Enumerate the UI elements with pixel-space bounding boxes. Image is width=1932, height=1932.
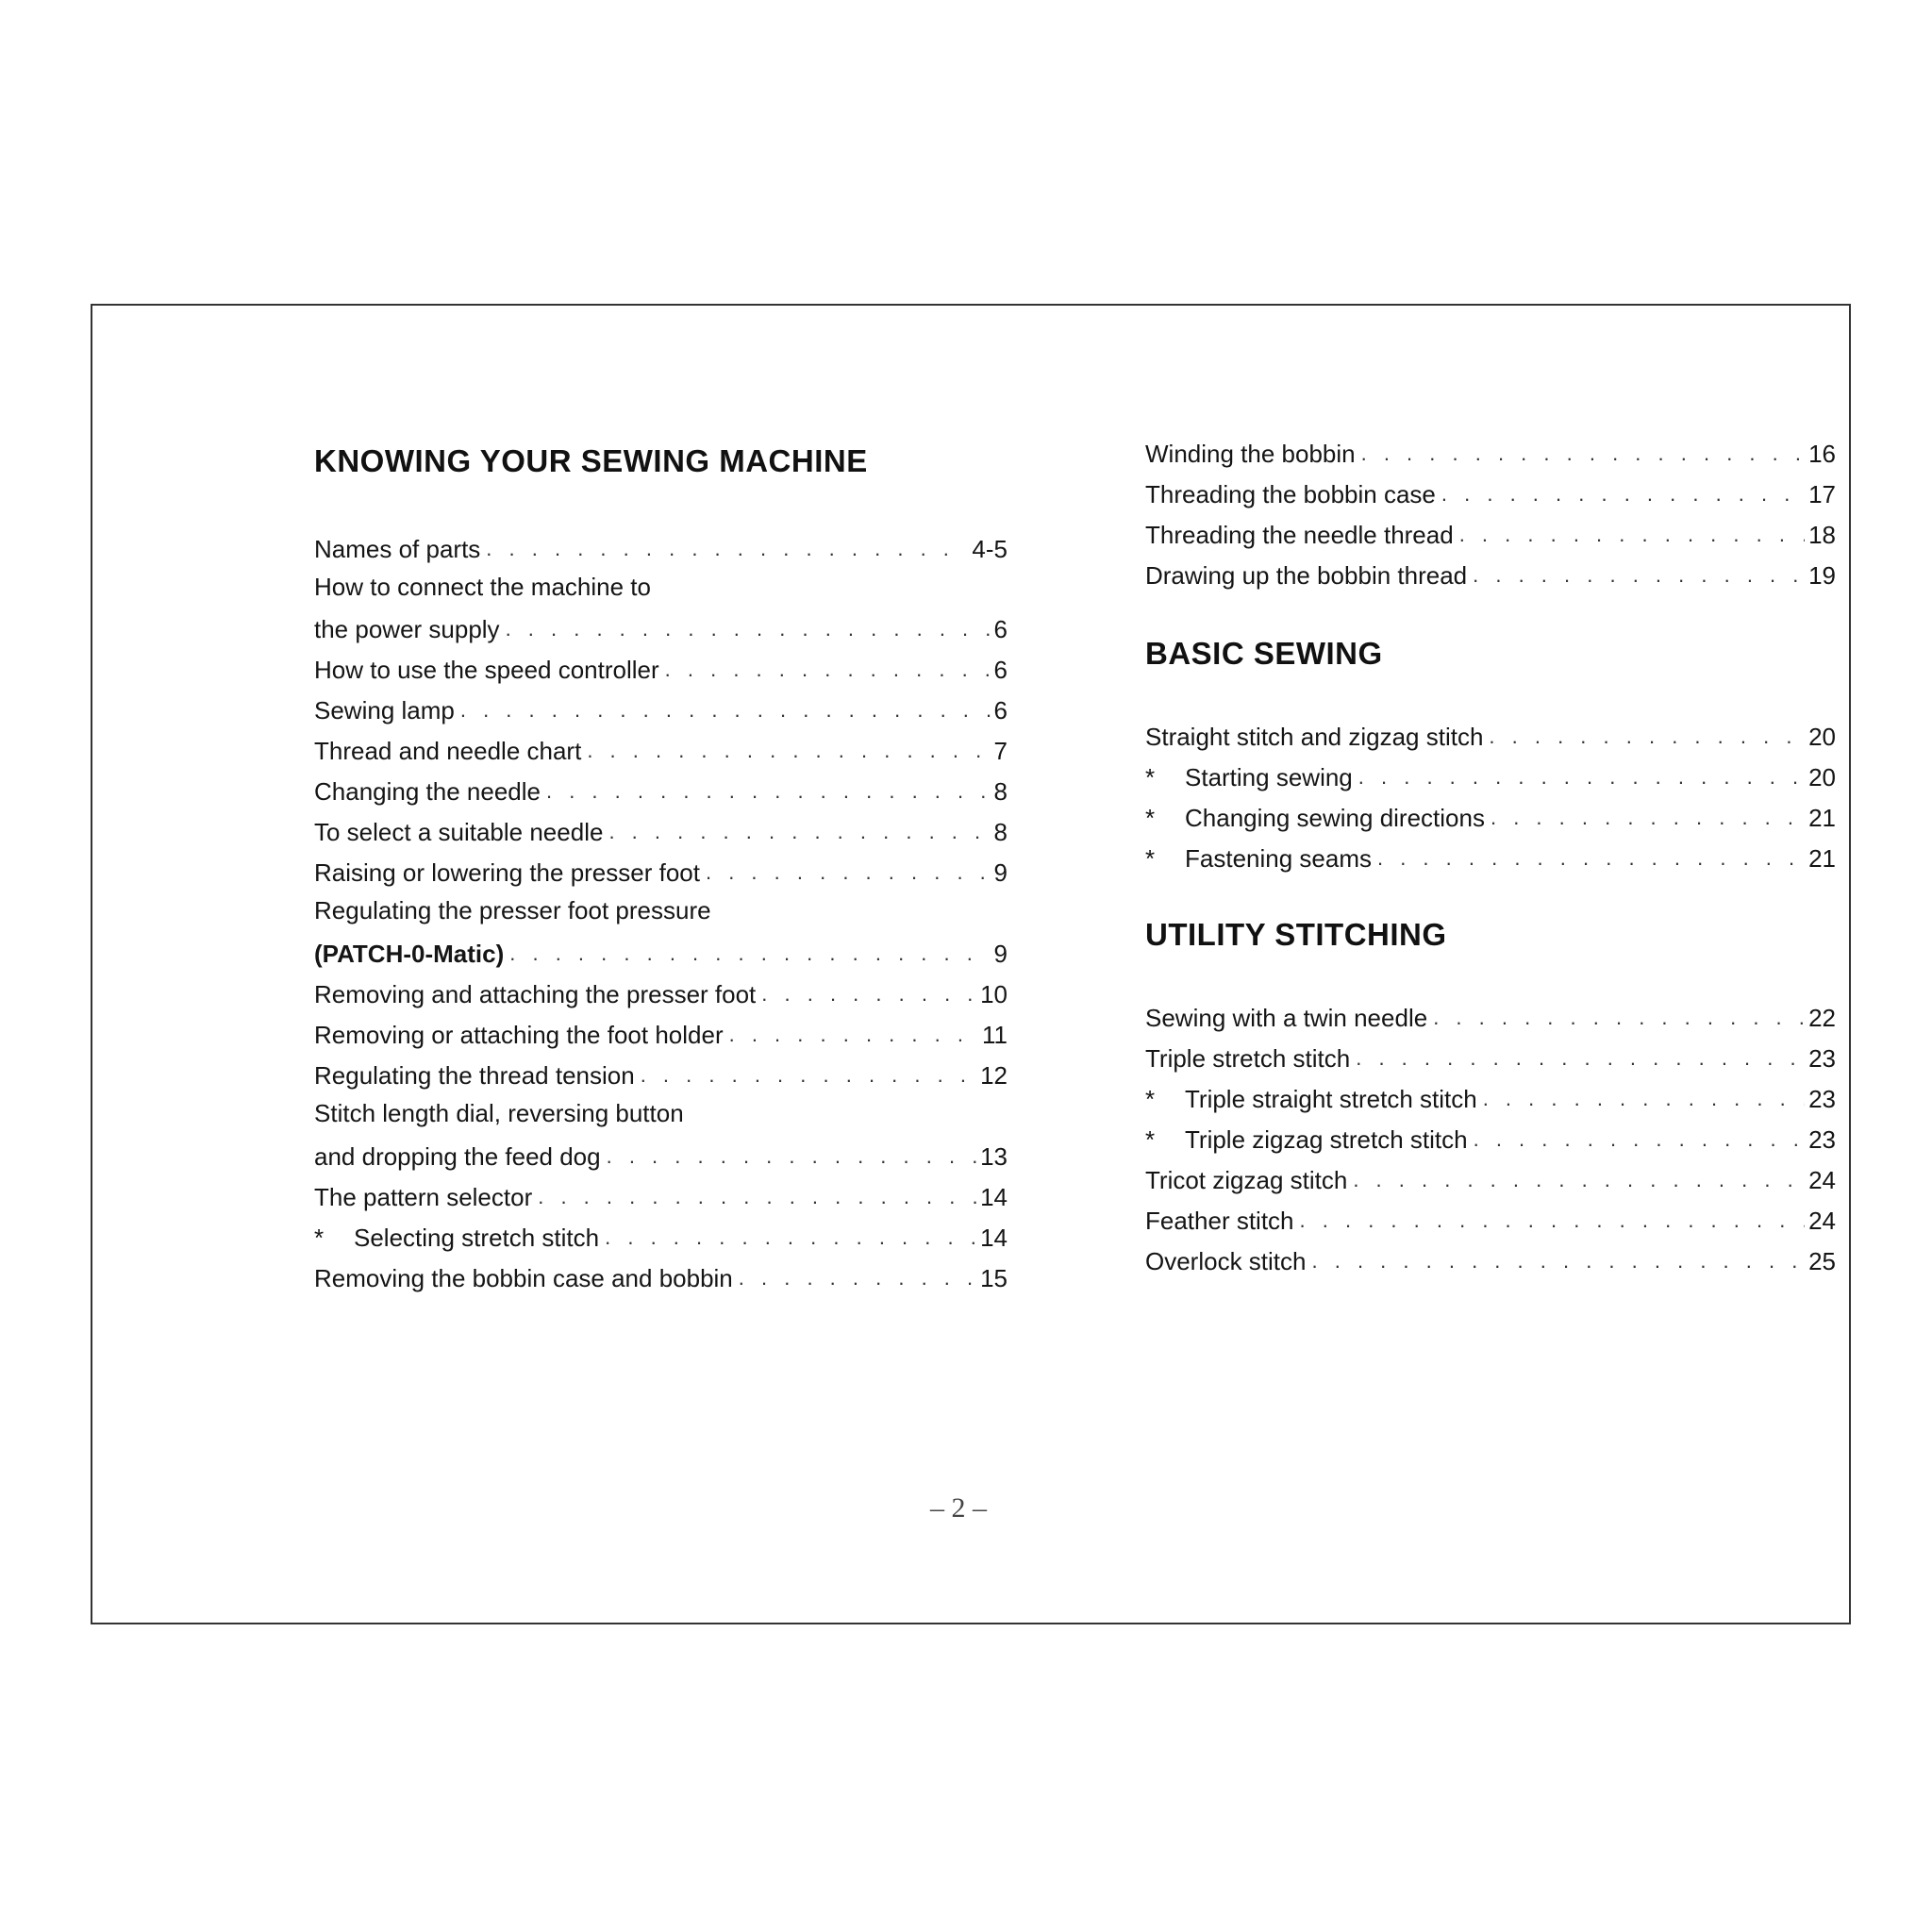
leader-dots: [739, 1262, 976, 1294]
toc-entry-label: Tricot zigzag stitch: [1145, 1166, 1348, 1194]
toc-entry-page: 6: [993, 615, 1008, 643]
leader-dots: [608, 816, 990, 848]
toc-entry[interactable]: [1145, 756, 1836, 793]
toc-entry-label: Triple zigzag stretch stitch: [1185, 1125, 1468, 1154]
toc-entry-page: 25: [1808, 1247, 1836, 1275]
toc-entry-label: How to use the speed controller: [314, 656, 659, 684]
toc-entry[interactable]: [314, 851, 1008, 889]
toc-entry-label: Raising or lowering the presser foot: [314, 858, 700, 887]
leader-dots: [1483, 1083, 1805, 1115]
toc-entry[interactable]: [314, 1257, 1008, 1294]
toc-entry-label: Drawing up the bobbin thread: [1145, 561, 1468, 590]
leader-dots: [1353, 1164, 1805, 1196]
toc-entry-page: 23: [1808, 1125, 1836, 1154]
leader-dots: [486, 533, 968, 565]
leader-dots: [706, 857, 991, 889]
toc-entry[interactable]: [314, 1135, 1008, 1173]
leader-dots: [538, 1181, 976, 1213]
toc-entry[interactable]: [1145, 1077, 1836, 1115]
toc-entry[interactable]: [314, 973, 1008, 1010]
toc-entry-label: Removing and attaching the presser foot: [314, 980, 757, 1008]
toc-entry-label-line1: Regulating the presser foot pressure: [314, 896, 711, 924]
toc-entry-label: Changing sewing directions: [1185, 804, 1485, 832]
toc-entry-page: 12: [980, 1061, 1008, 1090]
toc-entry[interactable]: [314, 1216, 1008, 1254]
toc-entry-page: 8: [993, 818, 1008, 846]
toc-entry-page: 20: [1808, 763, 1836, 791]
toc-entry[interactable]: [1145, 1158, 1836, 1196]
toc-entry[interactable]: [1145, 473, 1836, 510]
toc-entry[interactable]: [314, 1175, 1008, 1213]
toc-entry-label: the power supply: [314, 615, 500, 643]
toc-entry[interactable]: [1145, 432, 1836, 470]
toc-entry-page: 21: [1808, 804, 1836, 832]
toc-entry-page: 24: [1808, 1207, 1836, 1235]
toc-entry[interactable]: [314, 770, 1008, 808]
leader-dots: [1361, 438, 1805, 470]
toc-entry-page: 10: [980, 980, 1008, 1008]
section-heading-utility-stitching: UTILITY STITCHING: [1145, 917, 1447, 952]
leader-dots: [729, 1019, 978, 1051]
toc-entry[interactable]: [1145, 1199, 1836, 1237]
bullet-asterisk: *: [1145, 804, 1156, 832]
toc-entry-label-line1: How to connect the machine to: [314, 573, 651, 601]
toc-entry-label: and dropping the feed dog: [314, 1142, 601, 1171]
toc-entry-label: Fastening seams: [1185, 844, 1372, 873]
toc-entry-page: 17: [1808, 480, 1836, 508]
toc-entry-label: Sewing lamp: [314, 696, 455, 724]
bullet-asterisk: *: [314, 1224, 325, 1252]
leader-dots: [1433, 1002, 1805, 1034]
toc-entry-label: Threading the needle thread: [1145, 521, 1454, 549]
toc-entry[interactable]: [314, 1054, 1008, 1091]
leader-dots: [587, 735, 990, 767]
toc-entry-page: 4-5: [972, 535, 1008, 563]
bullet-asterisk: *: [1145, 763, 1156, 791]
leader-dots: [1441, 478, 1805, 510]
toc-entry-page: 6: [993, 696, 1008, 724]
toc-entry-page: 22: [1808, 1004, 1836, 1032]
leader-dots: [1377, 842, 1805, 874]
toc-entry-page: 14: [980, 1183, 1008, 1211]
toc-entry[interactable]: [1145, 554, 1836, 591]
page-frame: [91, 304, 1851, 1624]
toc-entry-label: Thread and needle chart: [314, 737, 582, 765]
leader-dots: [506, 613, 991, 645]
toc-entry[interactable]: [314, 1013, 1008, 1051]
toc-entry-page: 16: [1808, 440, 1836, 468]
toc-entry[interactable]: [314, 729, 1008, 767]
toc-entry-label: Removing or attaching the foot holder: [314, 1021, 724, 1049]
toc-entry-label: Selecting stretch stitch: [354, 1224, 600, 1252]
section-heading-basic-sewing: BASIC SEWING: [1145, 636, 1383, 671]
toc-entry-label: Sewing with a twin needle: [1145, 1004, 1428, 1032]
leader-dots: [509, 938, 990, 970]
toc-entry[interactable]: [314, 689, 1008, 726]
toc-entry[interactable]: [1145, 837, 1836, 874]
toc-entry-page: 6: [993, 656, 1008, 684]
leader-dots: [1358, 761, 1805, 793]
bullet-asterisk: *: [1145, 1125, 1156, 1154]
leader-dots: [1312, 1245, 1806, 1277]
leader-dots: [1300, 1205, 1806, 1237]
toc-entry[interactable]: [1145, 513, 1836, 551]
bullet-asterisk: *: [1145, 1085, 1156, 1113]
toc-entry[interactable]: [314, 648, 1008, 686]
leader-dots: [1489, 721, 1805, 753]
leader-dots: [1473, 559, 1805, 591]
leader-dots: [761, 978, 976, 1010]
toc-entry-label: Starting sewing: [1185, 763, 1353, 791]
toc-entry[interactable]: [1145, 1118, 1836, 1156]
toc-entry-page: 21: [1808, 844, 1836, 873]
leader-dots: [1356, 1042, 1805, 1074]
toc-entry-page: 19: [1808, 561, 1836, 590]
bullet-asterisk: *: [1145, 844, 1156, 873]
toc-entry-label: To select a suitable needle: [314, 818, 604, 846]
toc-entry-page: 23: [1808, 1044, 1836, 1073]
toc-entry[interactable]: [1145, 1240, 1836, 1277]
toc-entry[interactable]: [1145, 796, 1836, 834]
toc-entry-page: 11: [982, 1021, 1008, 1049]
toc-entry-page: 15: [980, 1264, 1008, 1292]
toc-entry-label: Straight stitch and zigzag stitch: [1145, 723, 1484, 751]
toc-entry-label-line1: Stitch length dial, reversing button: [314, 1099, 684, 1127]
toc-entry-page: 9: [993, 940, 1008, 968]
leader-dots: [1474, 1124, 1805, 1156]
toc-entry-page: 8: [993, 777, 1008, 806]
leader-dots: [460, 694, 991, 726]
toc-entry-label: Regulating the thread tension: [314, 1061, 635, 1090]
leader-dots: [641, 1059, 976, 1091]
toc-entry-label: Threading the bobbin case: [1145, 480, 1436, 508]
toc-entry-page: 24: [1808, 1166, 1836, 1194]
toc-entry-page: 20: [1808, 723, 1836, 751]
toc-entry-label: Overlock stitch: [1145, 1247, 1307, 1275]
toc-entry-label: Winding the bobbin: [1145, 440, 1356, 468]
toc-entry[interactable]: [314, 608, 1008, 645]
leader-dots: [605, 1222, 976, 1254]
toc-entry-label: Triple straight stretch stitch: [1185, 1085, 1477, 1113]
leader-dots: [607, 1141, 976, 1173]
toc-entry-page: 18: [1808, 521, 1836, 549]
toc-entry-label: The pattern selector: [314, 1183, 533, 1211]
leader-dots: [1459, 519, 1805, 551]
toc-entry-page: 7: [993, 737, 1008, 765]
toc-entry[interactable]: [314, 932, 1008, 970]
toc-entry[interactable]: [314, 527, 1008, 565]
leader-dots: [1491, 802, 1805, 834]
toc-entry-label: Removing the bobbin case and bobbin: [314, 1264, 733, 1292]
leader-dots: [546, 775, 991, 808]
section-heading-knowing-your-sewing-machine: KNOWING YOUR SEWING MACHINE: [314, 443, 868, 478]
toc-entry-label: Triple stretch stitch: [1145, 1044, 1351, 1073]
toc-entry[interactable]: [1145, 996, 1836, 1034]
toc-entry-page: 13: [980, 1142, 1008, 1171]
toc-entry[interactable]: [1145, 715, 1836, 753]
toc-entry-label: Feather stitch: [1145, 1207, 1294, 1235]
leader-dots: [665, 654, 991, 686]
toc-entry-page: 9: [993, 858, 1008, 887]
toc-entry-label: (PATCH-0-Matic): [314, 940, 505, 968]
toc-entry-page: 14: [980, 1224, 1008, 1252]
page-number: – 2 –: [930, 1492, 987, 1524]
toc-entry-label: Names of parts: [314, 535, 481, 563]
toc-entry[interactable]: [1145, 1037, 1836, 1074]
toc-entry-page: 23: [1808, 1085, 1836, 1113]
toc-entry-label: Changing the needle: [314, 777, 541, 806]
toc-entry[interactable]: [314, 810, 1008, 848]
